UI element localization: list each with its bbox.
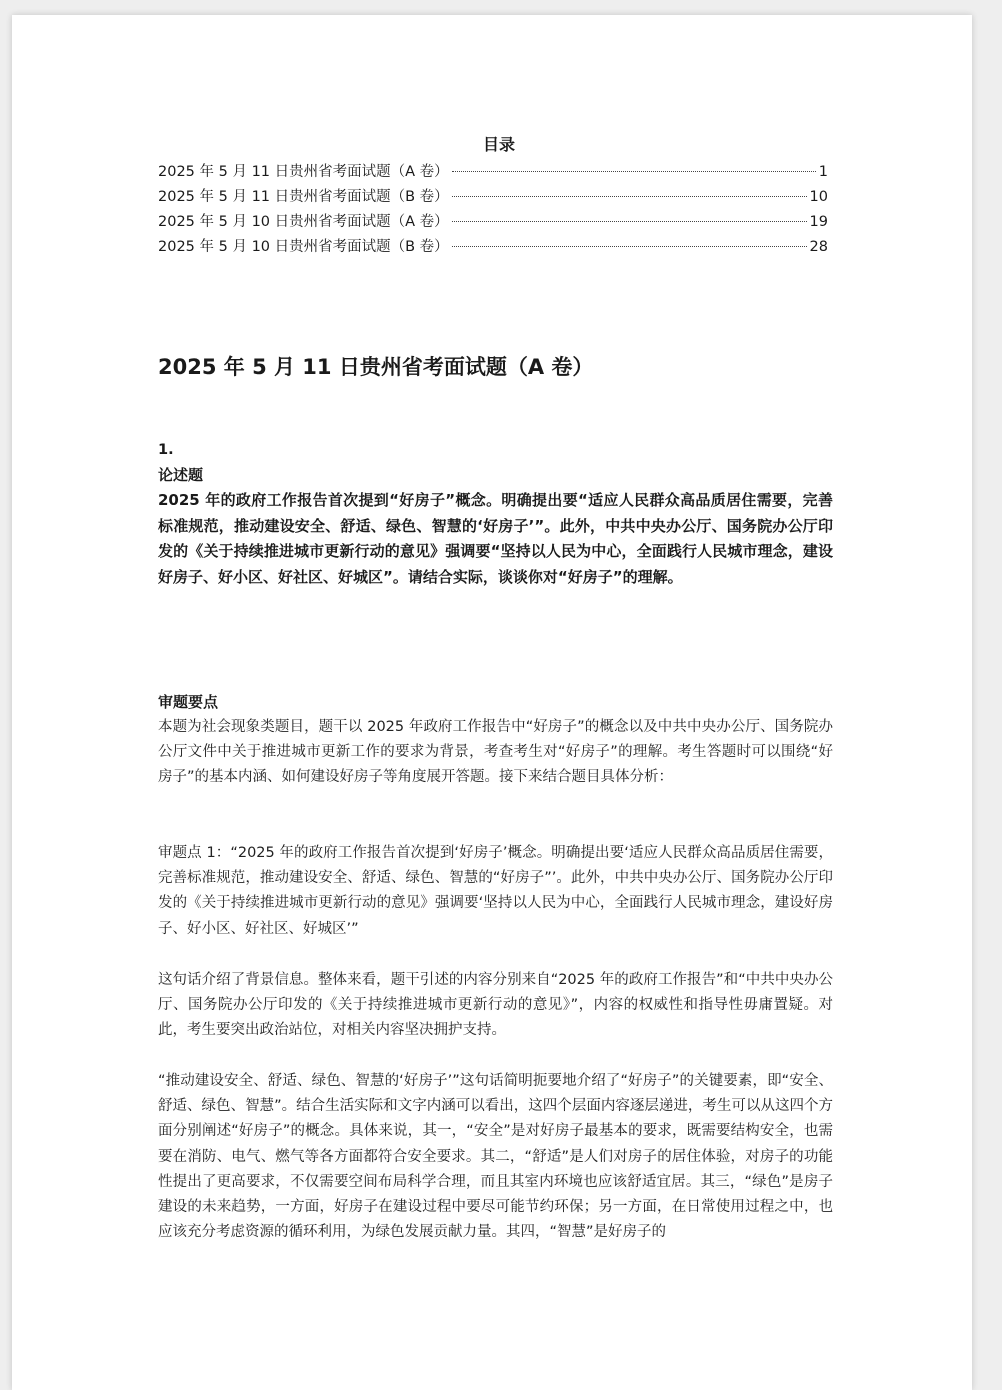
toc-leader-dots: [452, 232, 807, 247]
toc-entry-text: 2025 年 5 月 10 日贵州省考面试题（A 卷）: [158, 214, 449, 230]
toc-title: 目录: [482, 135, 515, 154]
toc-leader-dots: [452, 207, 807, 222]
analysis-paragraph: 本题为社会现象类题目，题干以 2025 年政府工作报告中“好房子”的概念以及中共中央办公厅、国务院办公厅文件中关于推进城市更新工作的要求为背景，考查考生对“好房子”的理解。考生答题时可以围绕“好房子”的基本内涵、如何建设好房子等角度展开答题。接下来结合题目具体分析：: [158, 719, 833, 786]
toc-entry-text: 2025 年 5 月 11 日贵州省考面试题（B 卷）: [158, 189, 449, 205]
toc-entry-page: 10: [809, 189, 828, 205]
table-of-contents: [158, 160, 828, 260]
question-type: 论述题: [158, 466, 204, 484]
analysis-paragraph: 审题点 1：“2025 年的政府工作报告首次提到‘好房子’概念。明确提出要‘适应人民群众高品质居住需要，完善标准规范，推动建设安全、舒适、绿色、智慧的“好房子”’。此外，中共中央办公厅、国务院办公厅印发的《关于持续推进城市更新行动的意见》强调要‘坚持以人民为中心，全面践行人民城市理念，建设好房子、好小区、好社区、好城区’”: [158, 845, 833, 937]
analysis-paragraph: 这句话介绍了背景信息。整体来看，题干引述的内容分别来自“2025 年的政府工作报告”和“中共中央办公厅、国务院办公厅印发的《关于持续推进城市更新行动的意见》”，内容的权威性和指导性毋庸置疑。对此，考生要突出政治站位，对相关内容坚决拥护支持。: [158, 972, 833, 1039]
toc-entry-text: 2025 年 5 月 10 日贵州省考面试题（B 卷）: [158, 239, 449, 255]
section-heading: 2025 年 5 月 11 日贵州省考面试题（A 卷）: [158, 355, 594, 379]
analysis-paragraph: “推动建设安全、舒适、绿色、智慧的‘好房子’”这句话简明扼要地介绍了“好房子”的关键要素，即“安全、舒适、绿色、智慧”。结合生活实际和文字内涵可以看出，这四个层面内容逐层递进，考生可以从这四个方面分别阐述“好房子”的概念。具体来说，其一，“安全”是对好房子最基本的要求，既需要结构安全，也需要在消防、电气、燃气等各方面都符合安全要求。其二，“舒适”是人们对房子的居住体验，对房子的功能性提出了更高要求，不仅需要空间布局科学合理，而且其室内环境也应该舒适宜居。其三，“绿色”是房子建设的未来趋势，一方面，好房子在建设过程中要尽可能节约环保；另一方面，在日常使用过程之中，也应该充分考虑资源的循环利用，为绿色发展贡献力量。其四，“智慧”是好房子的: [158, 1073, 833, 1241]
toc-entry-page: 1: [818, 164, 828, 180]
toc-entry-text: 2025 年 5 月 11 日贵州省考面试题（A 卷）: [158, 164, 449, 180]
document-page: [12, 15, 972, 1390]
analysis-heading: 审题要点: [158, 693, 219, 711]
toc-entry-page: 19: [809, 214, 828, 230]
toc-entry-page: 28: [809, 239, 828, 255]
question-body: 2025 年的政府工作报告首次提到“好房子”概念。明确提出要“适应人民群众高品质居住需要，完善标准规范，推动建设安全、舒适、绿色、智慧的‘好房子’”。此外，中共中央办公厅、国务院办公厅印发的《关于持续推进城市更新行动的意见》强调要“坚持以人民为中心，全面践行人民城市理念，建设好房子、好小区、好社区、好城区”。请结合实际，谈谈你对“好房子”的理解。: [158, 491, 833, 586]
question-number: 1.: [158, 442, 174, 458]
toc-entry[interactable]: [158, 235, 828, 260]
toc-leader-dots: [452, 182, 807, 197]
toc-leader-dots: [452, 157, 816, 172]
